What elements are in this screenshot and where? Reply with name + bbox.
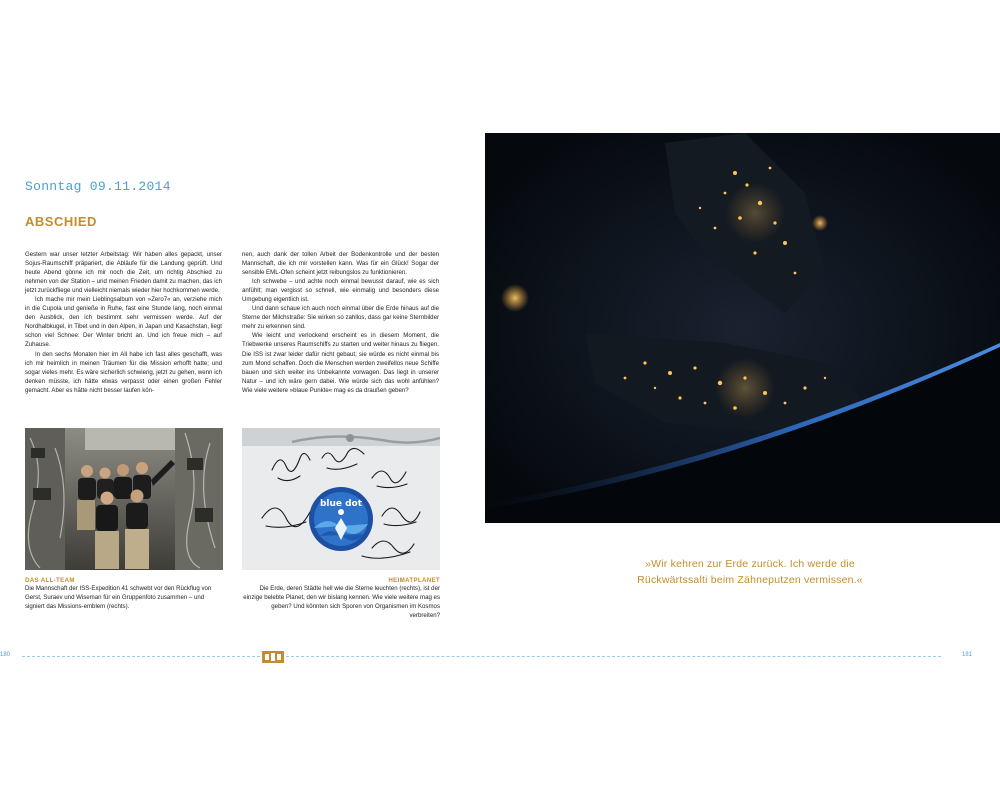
- body-column-left: [25, 250, 222, 395]
- crew-photo: [25, 428, 223, 570]
- patch-label: blue dot: [319, 499, 363, 509]
- entry-heading: ABSCHIED: [25, 214, 97, 229]
- paragraph: Wie leicht und verlockend erscheint es in diesem Moment, die Triebwerke unseres Raumschiffs zu starten und weiter hinaus zu fliegen. Die ISS ist zwar leider dafür nicht gebaut; sie würde es nicht einmal bis zum Mond schaffen. Doch die Menschen werden zweifellos neue Schiffe bauen und sich weiter ins Unbekannte vorwagen. Das liegt in unserer Natur – und ich wäre gern dabei. Wie würde sich das wohl anfühlen? Wie viele weitere »blaue Punkte« mag es da draußen geben?: [242, 332, 439, 394]
- page-number-right: 181: [962, 652, 973, 658]
- crew-caption-text: Die Mannschaft der ISS-Expedition 41 schwebt vor den Rückflug von Gerst, Suraev und Wiseman für ein Gruppenfoto zusammen – und signiert das Missions-emblem (rechts).: [25, 585, 212, 610]
- paragraph: Ich mache mir mein Lieblingsalbum von »Zero7« an, verziehe mich in die Cupola und genieße in Ruhe, fast eine Stunde lang, noch einmal den Ausblick, den ich bestimmt sehr vermissen werde. Auf der Nordhalbkugel, in Tibet und in den Alpen, in Japan und Kasachstan, liegt schon viel Schnee: Der Winter bricht an. Und ich freue mich – auf Zuhause.: [25, 296, 222, 349]
- paragraph: Ich schwebe – und achte noch einmal bewusst darauf, wie es sich anfühlt; man vergisst so schnell, wie einmalig und besonders diese Umgebung eigentlich ist.: [242, 278, 439, 304]
- earth-night-photo: [485, 133, 1000, 523]
- footer-divider-left: [22, 656, 260, 657]
- page-number-left: 180: [0, 652, 11, 658]
- paragraph: Gestern war unser letzter Arbeitstag: Wir haben alles gepackt, unser Sojus-Raumschiff präpariert, die Abläufe für die Landung geprüft. Und heute Abend gönne ich mir noch die Zeit, um richtig Abschied zu nehmen von der Station – und meinen Frieden damit zu machen, das ich jetzt zurückfliege und vielleicht niemals wieder hier hochkommen werde.: [25, 251, 222, 295]
- footer-logo-icon: [262, 650, 284, 662]
- body-column-right: [242, 250, 439, 395]
- paragraph: Und dann schaue ich auch noch einmal über die Erde hinaus auf die Sterne der Milchstraße: Sie wirken so zahllos, dass gar keine Sternbilder mehr zu erkennen sind.: [242, 305, 439, 331]
- pull-quote: »Wir kehren zur Erde zurück. Ich werde die Rückwärtssalti beim Zähneputzen vermissen.«: [637, 558, 863, 586]
- emblem-caption-title: HEIMATPLANET: [388, 577, 440, 584]
- entry-date: Sonntag 09.11.2014: [25, 179, 171, 194]
- emblem-caption-text: Die Erde, deren Städte hell wie die Sterne leuchten (rechts), ist der einzige belebte Planet, den wir bislang kennen. Wie viele weitere mag es geben? Und könnten sich Sporen von Organismen im Kosmos verbreiten?: [243, 585, 440, 619]
- paragraph: nen, auch dank der tollen Arbeit der Bodenkontrolle und der besten Mannschaft, die ich mir vorstellen kann. Was für ein Glück! Sogar der sensible EML-Ofen scheint jetzt reibungslos zu funktionieren.: [242, 251, 439, 277]
- crew-caption-title: DAS ALL-TEAM: [25, 577, 75, 584]
- emblem-photo: [242, 428, 440, 570]
- footer-divider-right: [286, 656, 941, 657]
- paragraph: In den sechs Monaten hier im All habe ich fast alles geschafft, was ich mir heimlich in meinen Träumen für die Mission erhofft hatte; und sogar vieles mehr. Es wäre sicherlich schwierig, jetzt zu gehen, wenn ich denken müsste, ich hätte etwas verpasst oder einen großen Fehler gemacht. Aber es hätte nicht besser laufen kön-: [25, 350, 222, 394]
